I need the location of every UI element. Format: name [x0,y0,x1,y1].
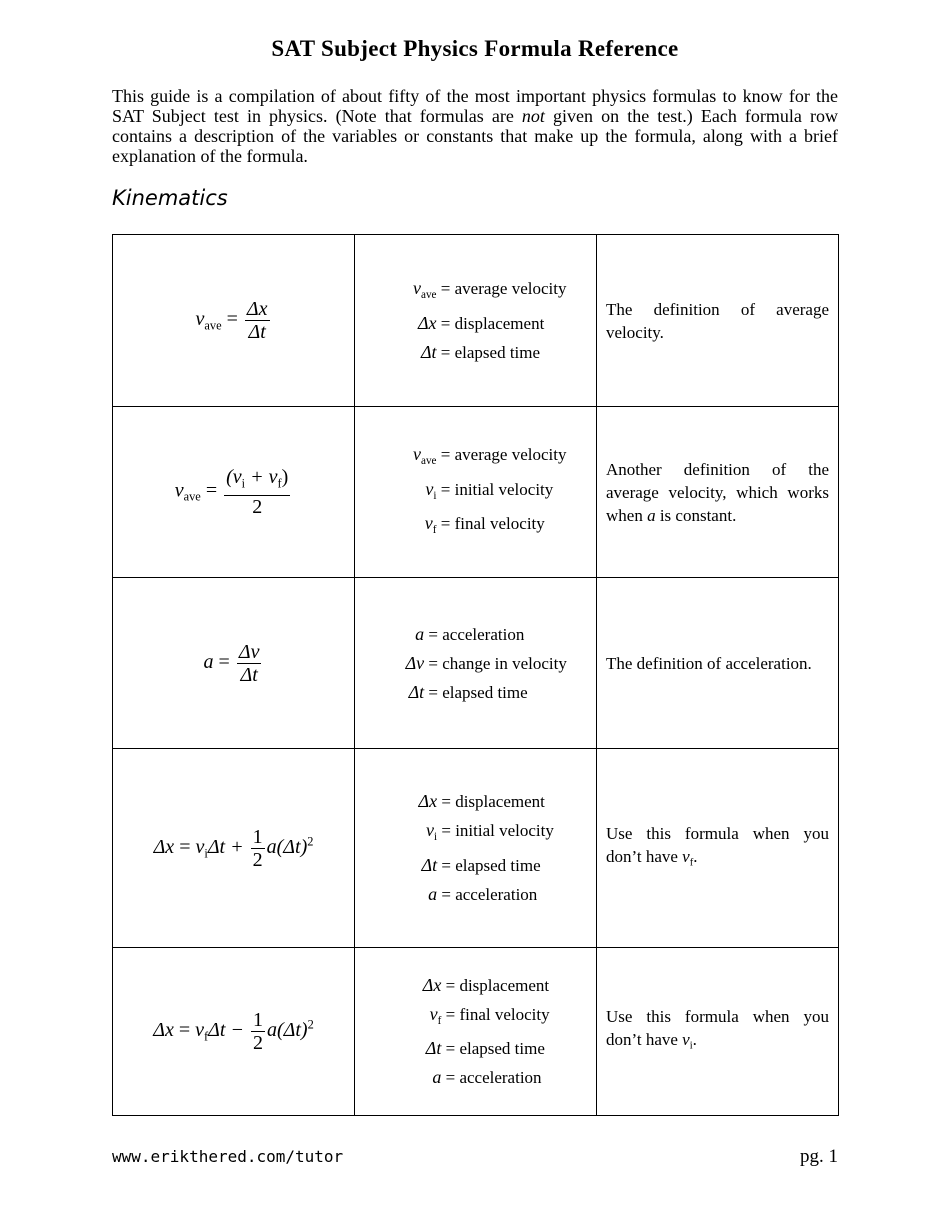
variable-row [401,1034,549,1063]
variable-description: = displacement [445,975,550,995]
variable-row [384,649,567,678]
variables-cell [355,948,597,1116]
variable-subscript: i [434,830,438,843]
formula-term: v [195,835,205,858]
variable-list [385,440,567,545]
variable-description: = average velocity [440,444,567,464]
formula-row [113,407,839,578]
explanation-cell [597,407,839,578]
formula-term: a(Δt) [266,1019,308,1042]
variable-symbol: Δv [405,652,425,673]
variable-symbol: Δx [422,974,442,995]
formula-subscript: ave [204,318,222,333]
variable-row [397,816,554,851]
variable-symbol: v [429,1003,438,1024]
variable-row [385,274,567,309]
numerator-subscript: i [241,476,246,491]
fraction [251,1009,265,1054]
equals-sign: = [218,650,230,673]
variable-symbol: v [424,513,433,534]
variable-description: = change in velocity [428,653,567,673]
fraction [237,641,262,686]
variables-cell [355,235,597,407]
intro-text-1: This guide is a compilation of about fifty of the most important physics formulas to know for the SAT Subject test in physics. (Note that formulas are [112,86,838,126]
explanation-text: . [693,846,698,866]
numerator-subscript: f [277,476,282,491]
variable-symbol: a [428,883,438,904]
equals-sign: = [226,308,238,331]
fraction-numerator: Δv [238,640,260,663]
explanation-subscript: f [689,857,694,869]
variable-symbol: Δt [408,681,425,702]
page-number: pg. 1 [800,1146,838,1167]
variable-description: = elapsed time [428,682,528,702]
fraction-numerator: 1 [252,1009,263,1031]
variable-description: = acceleration [428,624,525,644]
equals-sign: = [179,835,191,858]
formula-symbol: Δx [153,835,175,858]
variable-row [401,1000,549,1035]
formula-symbol: Δx [153,1019,174,1042]
formula-cell [113,407,355,578]
variable-symbol: v [413,278,422,299]
explanation-text: Use this formula when you don’t have [606,1007,829,1050]
variable-description: = initial velocity [440,479,554,499]
variable-symbol: Δt [425,1038,442,1059]
variable-description: = acceleration [445,1068,542,1088]
intro-emphasis: not [521,106,545,126]
fraction-denominator: Δt [248,321,266,343]
variable-subscript: f [437,1014,442,1027]
variable-row [397,851,554,880]
explanation-cell [597,749,839,948]
numerator-part: + v [245,466,278,489]
numerator-part: ) [281,466,289,489]
fraction-numerator: Δx [246,298,268,320]
variables-cell [355,578,597,749]
variable-symbol: v [425,478,434,499]
variable-description: = displacement [440,313,545,333]
variable-list [397,787,554,909]
formula-subscript: i [204,845,208,860]
variable-description: = displacement [441,792,545,812]
variable-symbol: Δx [418,791,438,812]
formula-subscript: f [204,1029,209,1044]
variable-subscript: f [432,524,437,537]
variable-subscript: i [433,489,437,502]
page-title: SAT Subject Physics Formula Reference [271,36,679,61]
formula-row [113,749,839,948]
fraction-denominator: 2 [252,495,263,518]
variable-row [401,971,549,1000]
variable-symbol: Δt [420,341,437,362]
explanation-text: is constant. [655,505,737,525]
formula-cell [113,948,355,1116]
explanation-cell: The definition of average velocity. [597,235,839,407]
intro-text-2: given on the test.) Each formula row contains a description of the variables or constants that make up the formula, along with a brief explanation of the formula. [112,106,838,166]
variable-row [397,880,554,909]
formula-cell [113,235,355,407]
variable-subscript: ave [421,288,437,301]
variable-description: = elapsed time [441,855,541,875]
variable-row [385,309,567,338]
variables-cell [355,407,597,578]
variable-description: = initial velocity [441,821,554,841]
fraction-denominator: Δt [240,663,258,686]
fraction-denominator: 2 [252,848,263,871]
numerator-part: (v [226,466,242,489]
formula-row [113,578,839,749]
fraction-denominator: 2 [252,1032,263,1054]
formula-table [112,234,839,1116]
explanation-subscript: i [689,1040,693,1052]
variable-description: = final velocity [445,1004,550,1024]
variable-symbol: v [426,820,434,841]
variable-row [384,620,567,649]
formula-cell [113,749,355,948]
variable-symbol: a [415,623,425,644]
explanation-variable: a [647,505,656,525]
variable-description: = average velocity [440,279,567,299]
footer-url: www.erikthered.com/tutor [112,1147,344,1166]
variable-description: = elapsed time [445,1039,545,1059]
fraction-numerator [224,466,290,495]
formula-symbol: a [203,650,214,673]
explanation-cell [597,948,839,1116]
fraction-numerator: 1 [252,825,263,848]
explanation-variable: v [682,846,690,866]
formula-cell [113,578,355,749]
variable-row [385,475,567,510]
variable-symbol: a [432,1067,442,1088]
fraction [224,466,290,517]
variable-row [385,509,567,544]
variables-cell [355,749,597,948]
formula-superscript: 2 [307,1017,314,1032]
variable-list [385,274,567,367]
formula-term: Δt + [207,835,244,858]
formula-term: Δt − [208,1019,244,1042]
variable-symbol: Δx [417,312,437,333]
explanation-text: Use this formula when you don’t have [606,823,829,866]
explanation-text: Another definition of the average velocity, which works when [606,459,829,525]
fraction [251,826,265,871]
formula-row [113,948,839,1116]
formula-symbol: v [195,308,205,331]
formula-subscript: ave [183,489,201,504]
section-title: Kinematics [112,186,228,210]
variable-row [384,678,567,707]
intro-paragraph [112,86,838,166]
explanation-cell: The definition of acceleration. [597,578,839,749]
variable-description: = elapsed time [440,342,541,362]
variable-description: = acceleration [441,884,538,904]
formula-symbol: v [174,479,184,502]
formula-term: v [195,1019,205,1042]
formula-row [113,235,839,407]
variable-list [384,620,567,707]
explanation-text: . [692,1030,697,1050]
formula-superscript: 2 [307,834,314,849]
explanation-variable: v [682,1030,690,1050]
variable-row [385,440,567,475]
variable-symbol: Δt [421,854,438,875]
fraction [245,298,270,343]
formula-term: a(Δt) [266,835,308,858]
equals-sign: = [178,1019,191,1042]
variable-symbol: v [413,443,422,464]
variable-row [401,1063,549,1092]
variable-subscript: ave [421,454,437,467]
variable-list [401,971,549,1093]
variable-row [385,338,567,367]
equals-sign: = [205,479,218,502]
variable-description: = final velocity [440,514,545,534]
variable-row [397,787,554,816]
